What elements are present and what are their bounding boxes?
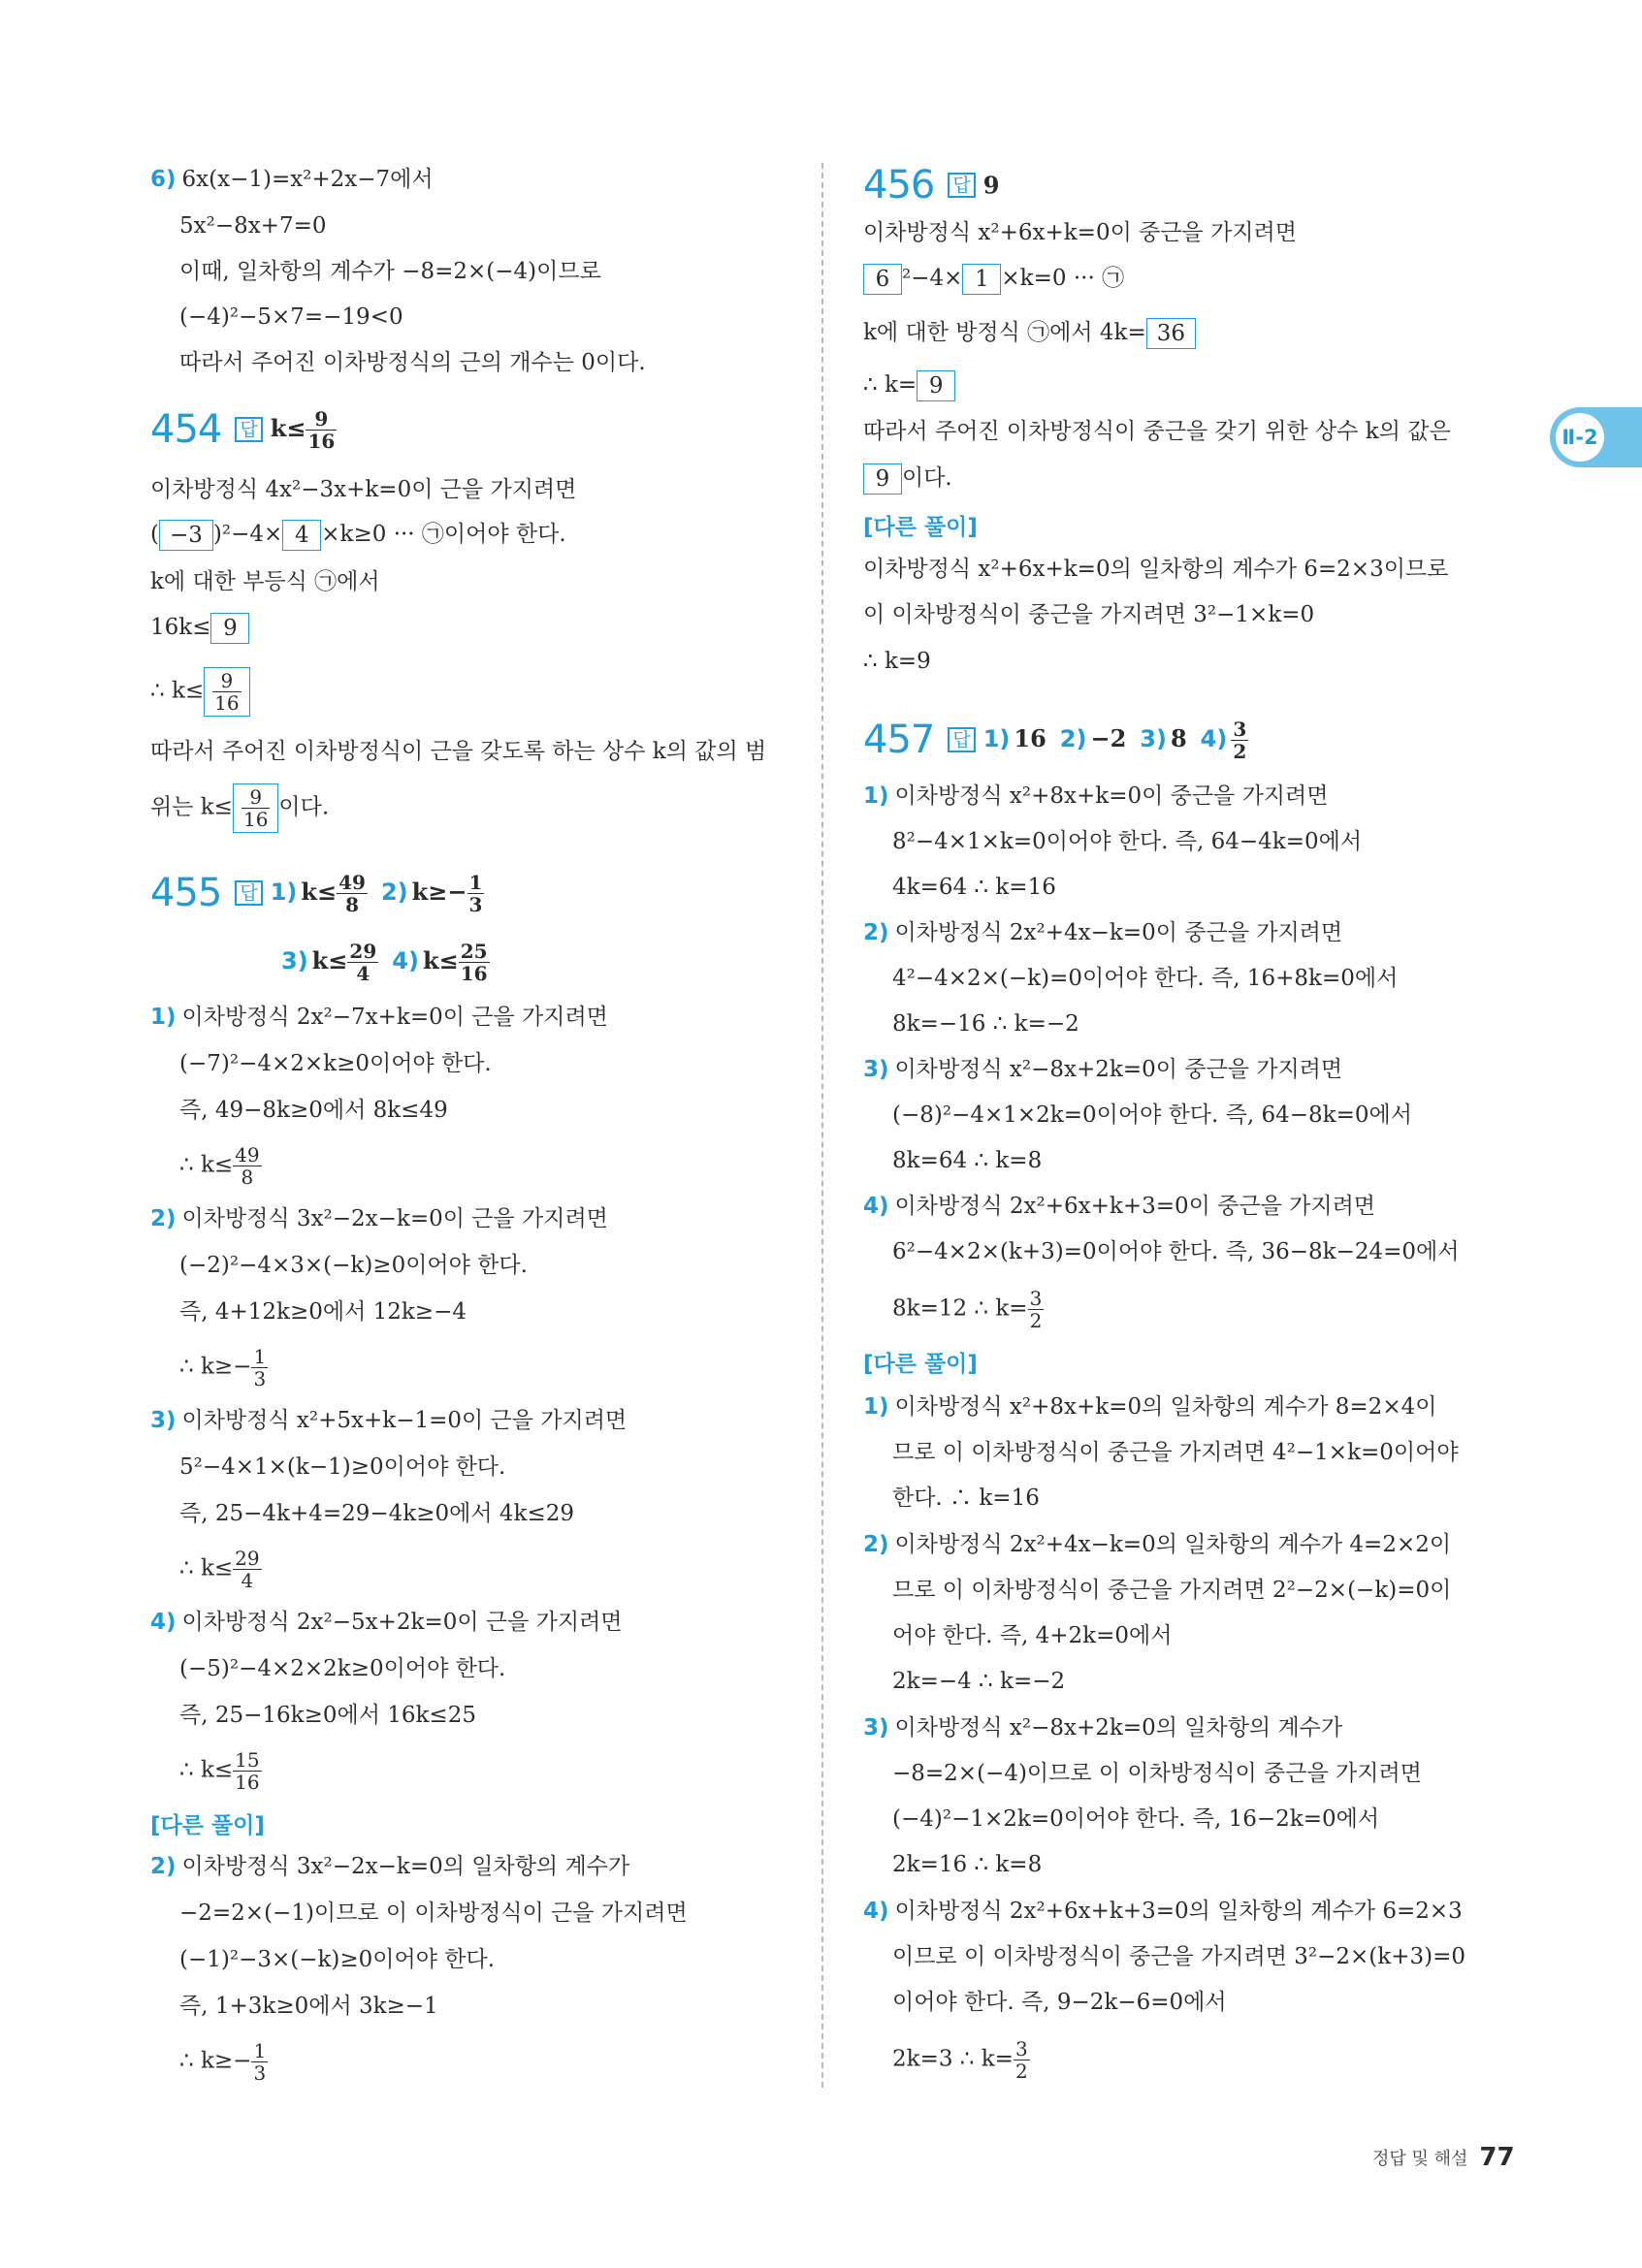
text: 이차방정식 2x²−5x+2k=0이 근을 가지려면: [181, 1610, 623, 1635]
text: ∴ k≤: [150, 678, 205, 704]
q457-alt3-line-2: −8=2×(−4)이므로 이 이차방정식이 중근을 가지려면: [892, 1761, 1422, 1786]
q455-heading-row-2: [281, 941, 490, 984]
numerator: 9: [241, 786, 270, 809]
q453-6-line-4: (−4)²−5×7=−19<0: [179, 304, 403, 330]
answer-label: 3): [1140, 724, 1167, 752]
answer-label: 3): [281, 947, 308, 974]
fraction: [251, 2040, 268, 2084]
chapter-tab-label: Ⅱ-2: [1556, 413, 1604, 462]
q457-3-line-3: 8k=64 ∴ k=8: [892, 1148, 1043, 1173]
denominator: 8: [241, 1166, 254, 1189]
answer-value: −2: [1090, 723, 1127, 752]
blank-box: 4: [282, 520, 321, 551]
text: 이다.: [278, 794, 330, 820]
fraction: [1028, 1288, 1045, 1331]
text: )²−4×: [212, 522, 283, 547]
q456-alt-line-3: ∴ k=9: [863, 649, 931, 674]
page-number: 77: [1479, 2143, 1515, 2172]
fraction: [233, 1749, 261, 1793]
q457-heading: [863, 718, 1248, 762]
text: 16k≤: [150, 615, 211, 640]
numerator: 25: [460, 940, 488, 963]
text: ∴ k=: [863, 372, 918, 398]
q457-alt2-line-1: [863, 1530, 1451, 1559]
q455-alt2-line-5: [179, 2040, 268, 2084]
text: 이차방정식 2x²+6x+k+3=0이 중근을 가지려면: [894, 1194, 1376, 1219]
answer-label: 2): [1059, 724, 1087, 752]
q457-alt1-line-1: [863, 1392, 1436, 1421]
text: ×k=0 ··· ㉠: [1001, 266, 1125, 291]
blank-box: 9: [917, 370, 955, 401]
text: 이차방정식 x²+5x+k−1=0이 근을 가지려면: [181, 1408, 628, 1433]
q457-2-line-2: 4²−4×2×(−k)=0이어야 한다. 즉, 16+8k=0에서: [892, 966, 1399, 991]
item-number: 2): [863, 1532, 889, 1557]
text: 이차방정식 2x²+4x−k=0이 중근을 가지려면: [894, 920, 1343, 945]
fraction: [459, 941, 490, 984]
q455-4-line-1: [150, 1608, 623, 1637]
q457-1-line-3: 4k=64 ∴ k=16: [892, 875, 1056, 900]
q457-alt3-line-1: [863, 1713, 1342, 1742]
item-number: 2): [863, 920, 889, 945]
answer-badge: 답: [948, 727, 975, 752]
q455-heading: [150, 871, 484, 915]
q457-alt4-line-4: [892, 2038, 1030, 2082]
answer-label: 2): [380, 878, 408, 906]
q456-alt-line-2: 이 이차방정식이 중근을 가지려면 3²−1×k=0: [863, 602, 1315, 627]
text: k에 대한 방정식 ㉠에서 4k=: [863, 320, 1146, 345]
q457-alt4-line-1: [863, 1897, 1463, 1926]
page-footer: [1372, 2143, 1515, 2172]
line-text: 6x(x−1)=x²+2x−7에서: [181, 167, 434, 192]
denominator: 3: [468, 892, 483, 916]
text: ²−4×: [902, 266, 963, 291]
q455-alt2-line-3: (−1)²−3×(−k)≥0이어야 한다.: [179, 1947, 496, 1972]
q453-6-line-1: [150, 165, 434, 194]
blank-box: −3: [159, 520, 213, 551]
text: 2k=3 ∴ k=: [892, 2046, 1014, 2072]
q455-alt2-line-4: 즉, 1+3k≥0에서 3k≥−1: [179, 1994, 438, 2019]
q454-heading: [150, 407, 337, 452]
item-number: 2): [150, 1206, 177, 1231]
text: 이차방정식 2x²−7x+k=0이 근을 가지려면: [181, 1005, 608, 1030]
answer-prefix: k≤: [270, 413, 306, 442]
item-number: 3): [863, 1715, 889, 1741]
answer-badge: 답: [948, 173, 975, 198]
blank-box: 36: [1146, 318, 1196, 349]
q455-1-line-4: [179, 1144, 262, 1188]
q457-alt2-line-2: 므로 이 이차방정식이 중근을 가지려면 2²−2×(−k)=0이: [892, 1578, 1452, 1603]
item-number: 1): [863, 1394, 889, 1420]
item-number: 4): [150, 1610, 177, 1635]
text: k≤: [422, 946, 459, 974]
q457-4-line-2: 6²−4×2×(k+3)=0이어야 한다. 즉, 36−8k−24=0에서: [892, 1239, 1460, 1264]
q455-4-line-2: (−5)²−4×2×2k≥0이어야 한다.: [179, 1656, 506, 1681]
answer-fraction: [306, 408, 337, 452]
q457-alt3-line-4: 2k=16 ∴ k=8: [892, 1852, 1043, 1877]
numerator: 49: [235, 1143, 260, 1166]
q453-6-line-2: 5x²−8x+7=0: [179, 213, 327, 239]
denominator: 3: [253, 1367, 267, 1390]
text: ∴ k≥−: [179, 1354, 252, 1380]
item-number: 1): [863, 783, 889, 809]
alt-solution-label: [다른 풀이]: [863, 515, 978, 540]
numerator: 29: [349, 940, 377, 963]
q457-alt3-line-3: (−4)²−1×2k=0이어야 한다. 즉, 16−2k=0에서: [892, 1806, 1380, 1832]
q455-3-line-1: [150, 1406, 627, 1435]
q456-line-1: 이차방정식 x²+6x+k=0이 중근을 가지려면: [863, 220, 1297, 245]
q455-3-line-3: 즉, 25−4k+4=29−4k≥0에서 4k≤29: [179, 1501, 574, 1526]
answer-text: [281, 940, 490, 985]
q456-line-2: [863, 264, 1124, 295]
text: 위는 k≤: [150, 794, 233, 820]
blank-box: [204, 667, 249, 717]
q457-1-line-1: [863, 782, 1328, 811]
q456-heading: [863, 163, 999, 208]
denominator: 2: [1014, 2060, 1028, 2083]
text: ∴ k≤: [179, 1757, 234, 1783]
q457-alt2-line-4: 2k=−4 ∴ k=−2: [892, 1669, 1066, 1694]
numerator: 15: [235, 1748, 260, 1772]
q454-line-4: [150, 613, 249, 644]
text: k≤: [311, 946, 348, 974]
fraction: [233, 1144, 261, 1188]
q454-line-6: 따라서 주어진 이차방정식이 근을 갖도록 하는 상수 k의 값의 범: [150, 739, 767, 764]
item-number: 1): [150, 1005, 177, 1030]
blank-box: [233, 783, 278, 833]
numerator: 9: [212, 670, 241, 692]
q457-alt1-line-2: 므로 이 이차방정식이 중근을 가지려면 4²−1×k=0이어야: [892, 1440, 1459, 1465]
fraction: [233, 1548, 261, 1591]
q457-4-line-3: [892, 1288, 1044, 1331]
fraction: [1014, 2038, 1030, 2082]
denominator: 16: [235, 1771, 260, 1794]
numerator: 9: [306, 408, 337, 431]
text: 이차방정식 x²+8x+k=0의 일차항의 계수가 8=2×4이: [894, 1394, 1437, 1420]
denominator: 4: [356, 962, 370, 985]
denominator: 3: [253, 2061, 267, 2085]
answer-text: [270, 870, 485, 916]
q453-6-line-5: 따라서 주어진 이차방정식의 근의 개수는 0이다.: [179, 350, 646, 375]
q457-2-line-1: [863, 918, 1342, 947]
answer-label: 1): [270, 878, 298, 906]
text: 이차방정식 2x²+6x+k+3=0의 일차항의 계수가 6=2×3: [894, 1899, 1463, 1924]
q455-1-line-1: [150, 1003, 608, 1032]
fraction: [467, 872, 485, 915]
fraction: [241, 786, 270, 830]
blank-box: 1: [962, 264, 1001, 295]
answer-badge: 답: [235, 880, 262, 906]
denominator: 2: [1233, 739, 1247, 763]
answer-badge: 답: [235, 417, 262, 442]
answer-value: 8: [1170, 723, 1187, 752]
problem-number: 455: [150, 871, 222, 915]
q456-line-5: 따라서 주어진 이차방정식이 중근을 갖기 위한 상수 k의 값은: [863, 419, 1451, 444]
text: 이차방정식 3x²−2x−k=0의 일차항의 계수가: [181, 1854, 630, 1879]
text: ∴ k≤: [179, 1555, 234, 1581]
q457-3-line-2: (−8)²−4×1×2k=0이어야 한다. 즉, 64−8k=0에서: [892, 1102, 1412, 1128]
text: ∴ k≥−: [179, 2048, 252, 2074]
q455-3-line-2: 5²−4×1×(k−1)≥0이어야 한다.: [179, 1454, 506, 1480]
alt-solution-label: [다른 풀이]: [863, 1352, 978, 1377]
blank-box: 9: [863, 463, 902, 495]
q457-alt2-line-3: 어야 한다. 즉, 4+2k=0에서: [892, 1623, 1173, 1648]
q455-4-line-3: 즉, 25−16k≥0에서 16k≤25: [179, 1703, 476, 1728]
item-number: 4): [863, 1899, 889, 1924]
q455-alt2-line-2: −2=2×(−1)이므로 이 이차방정식이 근을 가지려면: [179, 1901, 688, 1926]
item-number: 2): [150, 1854, 177, 1879]
item-number: 3): [863, 1057, 889, 1082]
q454-line-2: [150, 520, 566, 551]
q455-2-line-2: (−2)²−4×3×(−k)≥0이어야 한다.: [179, 1253, 528, 1278]
text: 8k=12 ∴ k=: [892, 1295, 1028, 1322]
answer-label: 4): [392, 947, 419, 974]
numerator: 1: [253, 2039, 267, 2062]
text: ×k≥0 ··· ㉠이어야 한다.: [321, 522, 566, 547]
fraction: [251, 1346, 268, 1390]
blank-box: 6: [863, 264, 902, 295]
numerator: 1: [468, 870, 483, 894]
answer-text: 9: [982, 171, 1000, 200]
q455-2-line-3: 즉, 4+12k≥0에서 12k≥−4: [179, 1299, 467, 1325]
answer-label: 4): [1200, 724, 1228, 752]
q454-line-1: 이차방정식 4x²−3x+k=0이 근을 가지려면: [150, 477, 577, 502]
q454-line-7: [150, 783, 329, 833]
q455-2-line-1: [150, 1204, 608, 1233]
q455-3-line-4: [179, 1548, 262, 1591]
fraction: [212, 670, 241, 714]
item-number: 6): [150, 167, 177, 192]
fraction: [337, 872, 368, 915]
text: ∴ k≤: [179, 1152, 234, 1178]
denominator: 16: [460, 962, 488, 985]
q456-line-6: [863, 463, 952, 495]
q455-4-line-4: [179, 1749, 262, 1793]
text: 이차방정식 2x²+4x−k=0의 일차항의 계수가 4=2×2이: [894, 1532, 1452, 1557]
problem-number: 454: [150, 407, 222, 452]
fraction: [347, 941, 378, 984]
problem-number: 456: [863, 163, 935, 208]
text: 이차방정식 x²+8x+k=0이 중근을 가지려면: [894, 783, 1329, 809]
text: 이다.: [902, 465, 952, 491]
item-number: 4): [863, 1194, 889, 1219]
numerator: 3: [1014, 2037, 1028, 2060]
alt-solution-label: [다른 풀이]: [150, 1813, 265, 1838]
q455-1-line-2: (−7)²−4×2×k≥0이어야 한다.: [179, 1051, 492, 1076]
numerator: 3: [1233, 717, 1247, 741]
denominator: 2: [1029, 1309, 1043, 1332]
q456-alt-line-1: 이차방정식 x²+6x+k=0의 일차항의 계수가 6=2×3이므로: [863, 557, 1449, 582]
q453-6-line-3: 이때, 일차항의 계수가 −8=2×(−4)이므로: [179, 259, 601, 284]
text: 이차방정식 3x²−2x−k=0이 근을 가지려면: [181, 1206, 608, 1231]
answer-label: 1): [982, 724, 1011, 752]
text: (: [150, 522, 159, 547]
denominator: 16: [242, 808, 269, 831]
problem-number: 457: [863, 718, 935, 762]
q457-3-line-1: [863, 1055, 1342, 1084]
blank-box: 9: [210, 613, 249, 644]
chapter-tab: [1550, 407, 1642, 467]
text: 이차방정식 x²−8x+2k=0의 일차항의 계수가: [894, 1715, 1343, 1741]
denominator: 4: [241, 1569, 254, 1592]
denominator: 16: [307, 429, 336, 453]
q457-alt1-line-3: 한다. ∴ k=16: [892, 1485, 1040, 1511]
footer-label: 정답 및 해설: [1372, 2149, 1468, 2169]
answer-value: 16: [1014, 723, 1046, 752]
text: 이차방정식 x²−8x+2k=0이 중근을 가지려면: [894, 1057, 1343, 1082]
q457-alt4-line-2: 이므로 이 이차방정식이 중근을 가지려면 3²−2×(k+3)=0: [892, 1944, 1465, 1969]
q457-4-line-1: [863, 1192, 1375, 1221]
q455-alt2-line-1: [150, 1852, 629, 1881]
answer-text: [982, 717, 1249, 763]
fraction: [1231, 719, 1248, 762]
q457-alt4-line-3: 이어야 한다. 즉, 9−2k−6=0에서: [892, 1990, 1227, 2015]
q454-line-5: [150, 667, 250, 717]
numerator: 3: [1029, 1287, 1043, 1310]
q454-line-3: k에 대한 부등식 ㉠에서: [150, 569, 380, 594]
q456-line-3: [863, 318, 1196, 349]
answer-text: [270, 406, 338, 453]
q455-2-line-4: [179, 1346, 268, 1390]
text: k≤: [301, 877, 338, 906]
q456-line-4: [863, 370, 955, 401]
denominator: 16: [214, 691, 240, 715]
numerator: 49: [338, 870, 366, 894]
q457-1-line-2: 8²−4×1×k=0이어야 한다. 즉, 64−4k=0에서: [892, 829, 1363, 854]
numerator: 29: [235, 1547, 260, 1570]
q457-2-line-3: 8k=−16 ∴ k=−2: [892, 1011, 1079, 1037]
denominator: 8: [345, 892, 360, 916]
text: k≥−: [411, 877, 467, 906]
item-number: 3): [150, 1408, 177, 1433]
numerator: 1: [253, 1345, 267, 1368]
column-divider: [821, 163, 823, 2088]
q455-1-line-3: 즉, 49−8k≥0에서 8k≤49: [179, 1098, 448, 1123]
